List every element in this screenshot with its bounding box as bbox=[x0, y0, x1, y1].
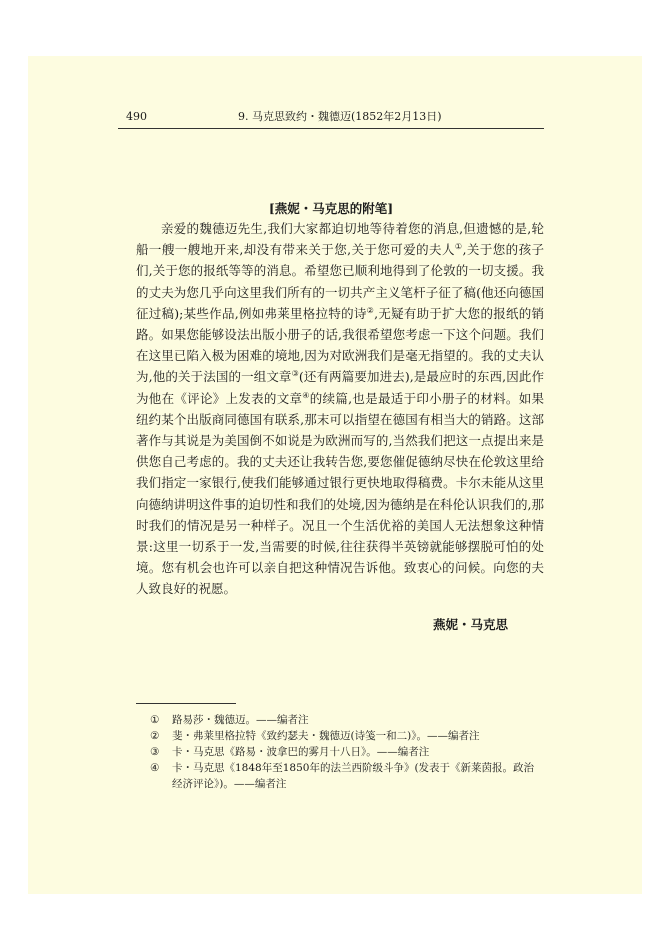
footnote-mark: ② bbox=[150, 730, 160, 742]
footnotes bbox=[136, 712, 544, 792]
footnote-ref-4: ④ bbox=[302, 390, 310, 400]
footnote-mark: ③ bbox=[150, 746, 160, 758]
footnote-text: 卡・马克思《路易・波拿巴的雾月十八日》。——编者注 bbox=[172, 746, 430, 758]
footnote-item bbox=[136, 728, 544, 744]
footnote-divider bbox=[136, 703, 236, 704]
body-segment-2: ,关于您的孩子们,关于您的报纸等等的消息。希望您已顺利地得到了伦敦的一切支援。我的丈夫为您几乎向这里我们所有的一切共产主义笔杆子征了稿(他还向德国征过稿);某些作品,例如弗莱里格拉特的诗 bbox=[136, 242, 544, 321]
footnote-item bbox=[136, 760, 544, 792]
footnote-text: 卡・马克思《1848年至1850年的法兰西阶级斗争》(发表于《新莱茵报。政治经济评论》)。——编者注 bbox=[172, 762, 535, 790]
page-header bbox=[118, 106, 544, 129]
running-title: 9. 马克思致约・魏德迈(1852年2月13日) bbox=[238, 110, 442, 123]
footnote-ref-2: ② bbox=[366, 305, 375, 315]
postscript-heading: [燕妮・马克思的附笔] bbox=[268, 201, 394, 216]
page-number: 490 bbox=[126, 110, 147, 123]
body-segment-4: (还有两篇要加进去),是最应时的东西,因此作为他在《评论》上发表的文章 bbox=[136, 369, 544, 406]
body-segment-5: 的续篇,也是最适于印小册子的材料。如果纽约某个出版商同德国有联系,那末可以指望在德国有相当大的销路。这部著作与其说是为美国倒不如说是为欧洲而写的,当然我们把这一点提出来是供您自己考虑的。我的丈夫还让我转告您,要您催促德纳尽快在伦敦这里给我们指定一家银行,使我们能够通过银行更快地取得稿费。卡尔未能从这里向德纳讲明这件事的迫切性和我们的处境,因为德纳是在科伦认识我们的,那时我们的情况是另一种样子。况且一个生活优裕的美国人无法想象这种情景:这里一切系于一发,当需要的时候,往往获得半英镑就能够摆脱可怕的处境。您有机会也许可以亲自把这种情况告诉他。致衷心的问候。向您的夫人致良好的祝愿。 bbox=[136, 390, 544, 597]
footnote-ref-1: ① bbox=[454, 242, 463, 252]
footnote-mark: ④ bbox=[150, 762, 160, 774]
footnote-mark: ① bbox=[150, 714, 160, 726]
footnote-text: 路易莎・魏德迈。——编者注 bbox=[172, 714, 309, 726]
footnote-ref-3: ③ bbox=[291, 369, 299, 379]
body-segment-1: 亲爱的魏德迈先生,我们大家都迫切地等待着您的消息,但遗憾的是,轮船一艘一艘地开来,却没有带来关于您,关于您可爱的夫人 bbox=[136, 221, 544, 258]
letter-body bbox=[136, 218, 544, 600]
footnote-item bbox=[136, 712, 544, 728]
body-segment-3: ,无疑有助于扩大您的报纸的销路。如果您能够设法出版小册子的话,我很希望您考虑一下这个问题。我们在这里已陷入极为困难的境地,因为对欧洲我们是毫无指望的。我的丈夫认为,他的关于法国的一组文章 bbox=[136, 305, 545, 385]
signature: 燕妮・马克思 bbox=[432, 617, 508, 632]
footnote-text: 斐・弗莱里格拉特《致约瑟夫・魏德迈(诗笺一和二)》。——编者注 bbox=[172, 730, 480, 742]
footnote-item bbox=[136, 744, 544, 760]
